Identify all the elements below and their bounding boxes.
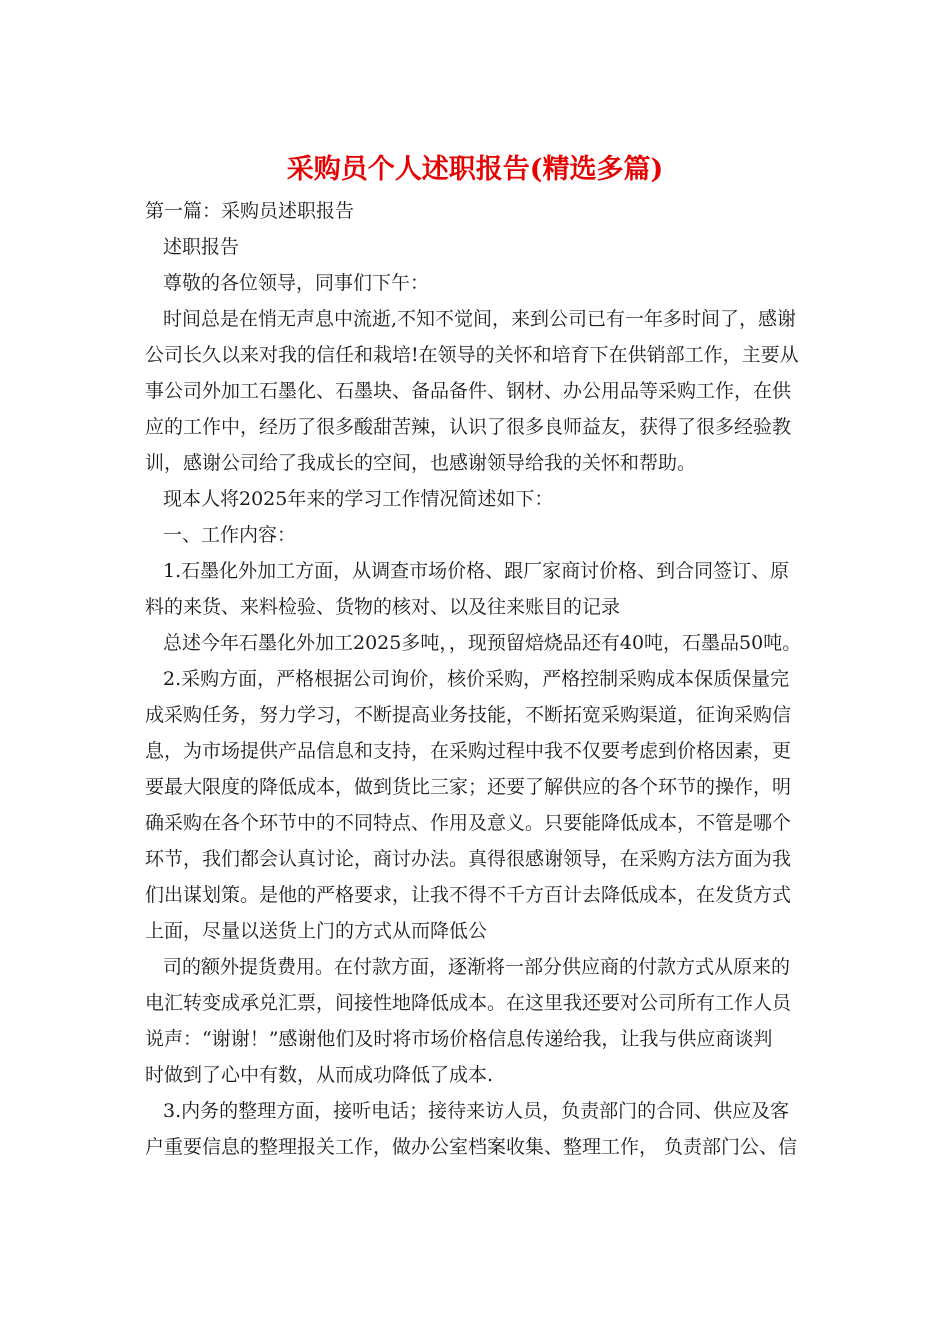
text-line: 户重要信息的整理报关工作，做办公室档案收集、整理工作， 负责部门公、信 [145, 1136, 798, 1158]
text-line: 1.石墨化外加工方面，从调查市场价格、跟厂家商讨价格、到合同签订、原 [163, 560, 790, 582]
text-line: 现本人将2025年来的学习工作情况简述如下： [163, 488, 554, 510]
document-title: 采购员个人述职报告(精选多篇) [286, 154, 664, 185]
text-line: 司的额外提货费用。在付款方面，逐渐将一部分供应商的付款方式从原来的 [163, 956, 791, 978]
text-line: 上面，尽量以送货上门的方式从而降低公 [145, 920, 488, 942]
text-line: 事公司外加工石墨化、石墨块、备品备件、钢材、办公用品等采购工作，在供 [145, 380, 792, 402]
text-line: 时做到了心中有数，从而成功降低了成本. [145, 1064, 494, 1086]
text-line: 环节，我们都会认真讨论，商讨办法。真得很感谢领导，在采购方法方面为我 [145, 848, 792, 870]
text-line: 确采购在各个环节中的不同特点、作用及意义。只要能降低成本，不管是哪个 [145, 812, 792, 834]
text-line: 时间总是在悄无声息中流逝,不知不觉间，来到公司已有一年多时间了，感谢 [163, 308, 797, 330]
text-line: 总述今年石墨化外加工2025多吨，，现预留焙烧品还有40吨，石墨品50吨。 [163, 632, 802, 654]
section-heading: 第一篇：采购员述职报告 [145, 200, 355, 222]
text-line: 2.采购方面，严格根据公司询价，核价采购，严格控制采购成本保质保量完 [163, 668, 790, 690]
text-line: 电汇转变成承兑汇票，间接性地降低成本。在这里我还要对公司所有工作人员 [145, 992, 792, 1014]
text-line: 要最大限度的降低成本，做到货比三家；还要了解供应的各个环节的操作，明 [145, 776, 792, 798]
text-line: 成采购任务，努力学习，不断提高业务技能，不断拓宽采购渠道，征询采购信 [145, 704, 792, 726]
salutation: 尊敬的各位领导，同事们下午： [163, 272, 430, 294]
subsection-heading: 一、工作内容： [163, 524, 297, 546]
text-line: 训，感谢公司给了我成长的空间，也感谢领导给我的关怀和帮助。 [145, 452, 697, 474]
text-line: 公司长久以来对我的信任和栽培!在领导的关怀和培育下在供销部工作，主要从 [145, 344, 799, 366]
text-line: 们出谋划策。是他的严格要求，让我不得不千方百计去降低成本，在发货方式 [145, 884, 792, 906]
text-line: 3.内务的整理方面，接听电话；接待来访人员，负责部门的合同、供应及客 [163, 1100, 790, 1122]
text-line: 应的工作中，经历了很多酸甜苦辣，认识了很多良师益友，获得了很多经验教 [145, 416, 792, 438]
report-subtitle: 述职报告 [163, 236, 240, 258]
text-line: 料的来货、来料检验、货物的核对、以及往来账目的记录 [145, 596, 621, 618]
text-line: 息，为市场提供产品信息和支持，在采购过程中我不仅要考虑到价格因素，更 [145, 740, 792, 762]
text-line: 说声：“谢谢！”感谢他们及时将市场价格信息传递给我，让我与供应商谈判 [145, 1028, 773, 1050]
